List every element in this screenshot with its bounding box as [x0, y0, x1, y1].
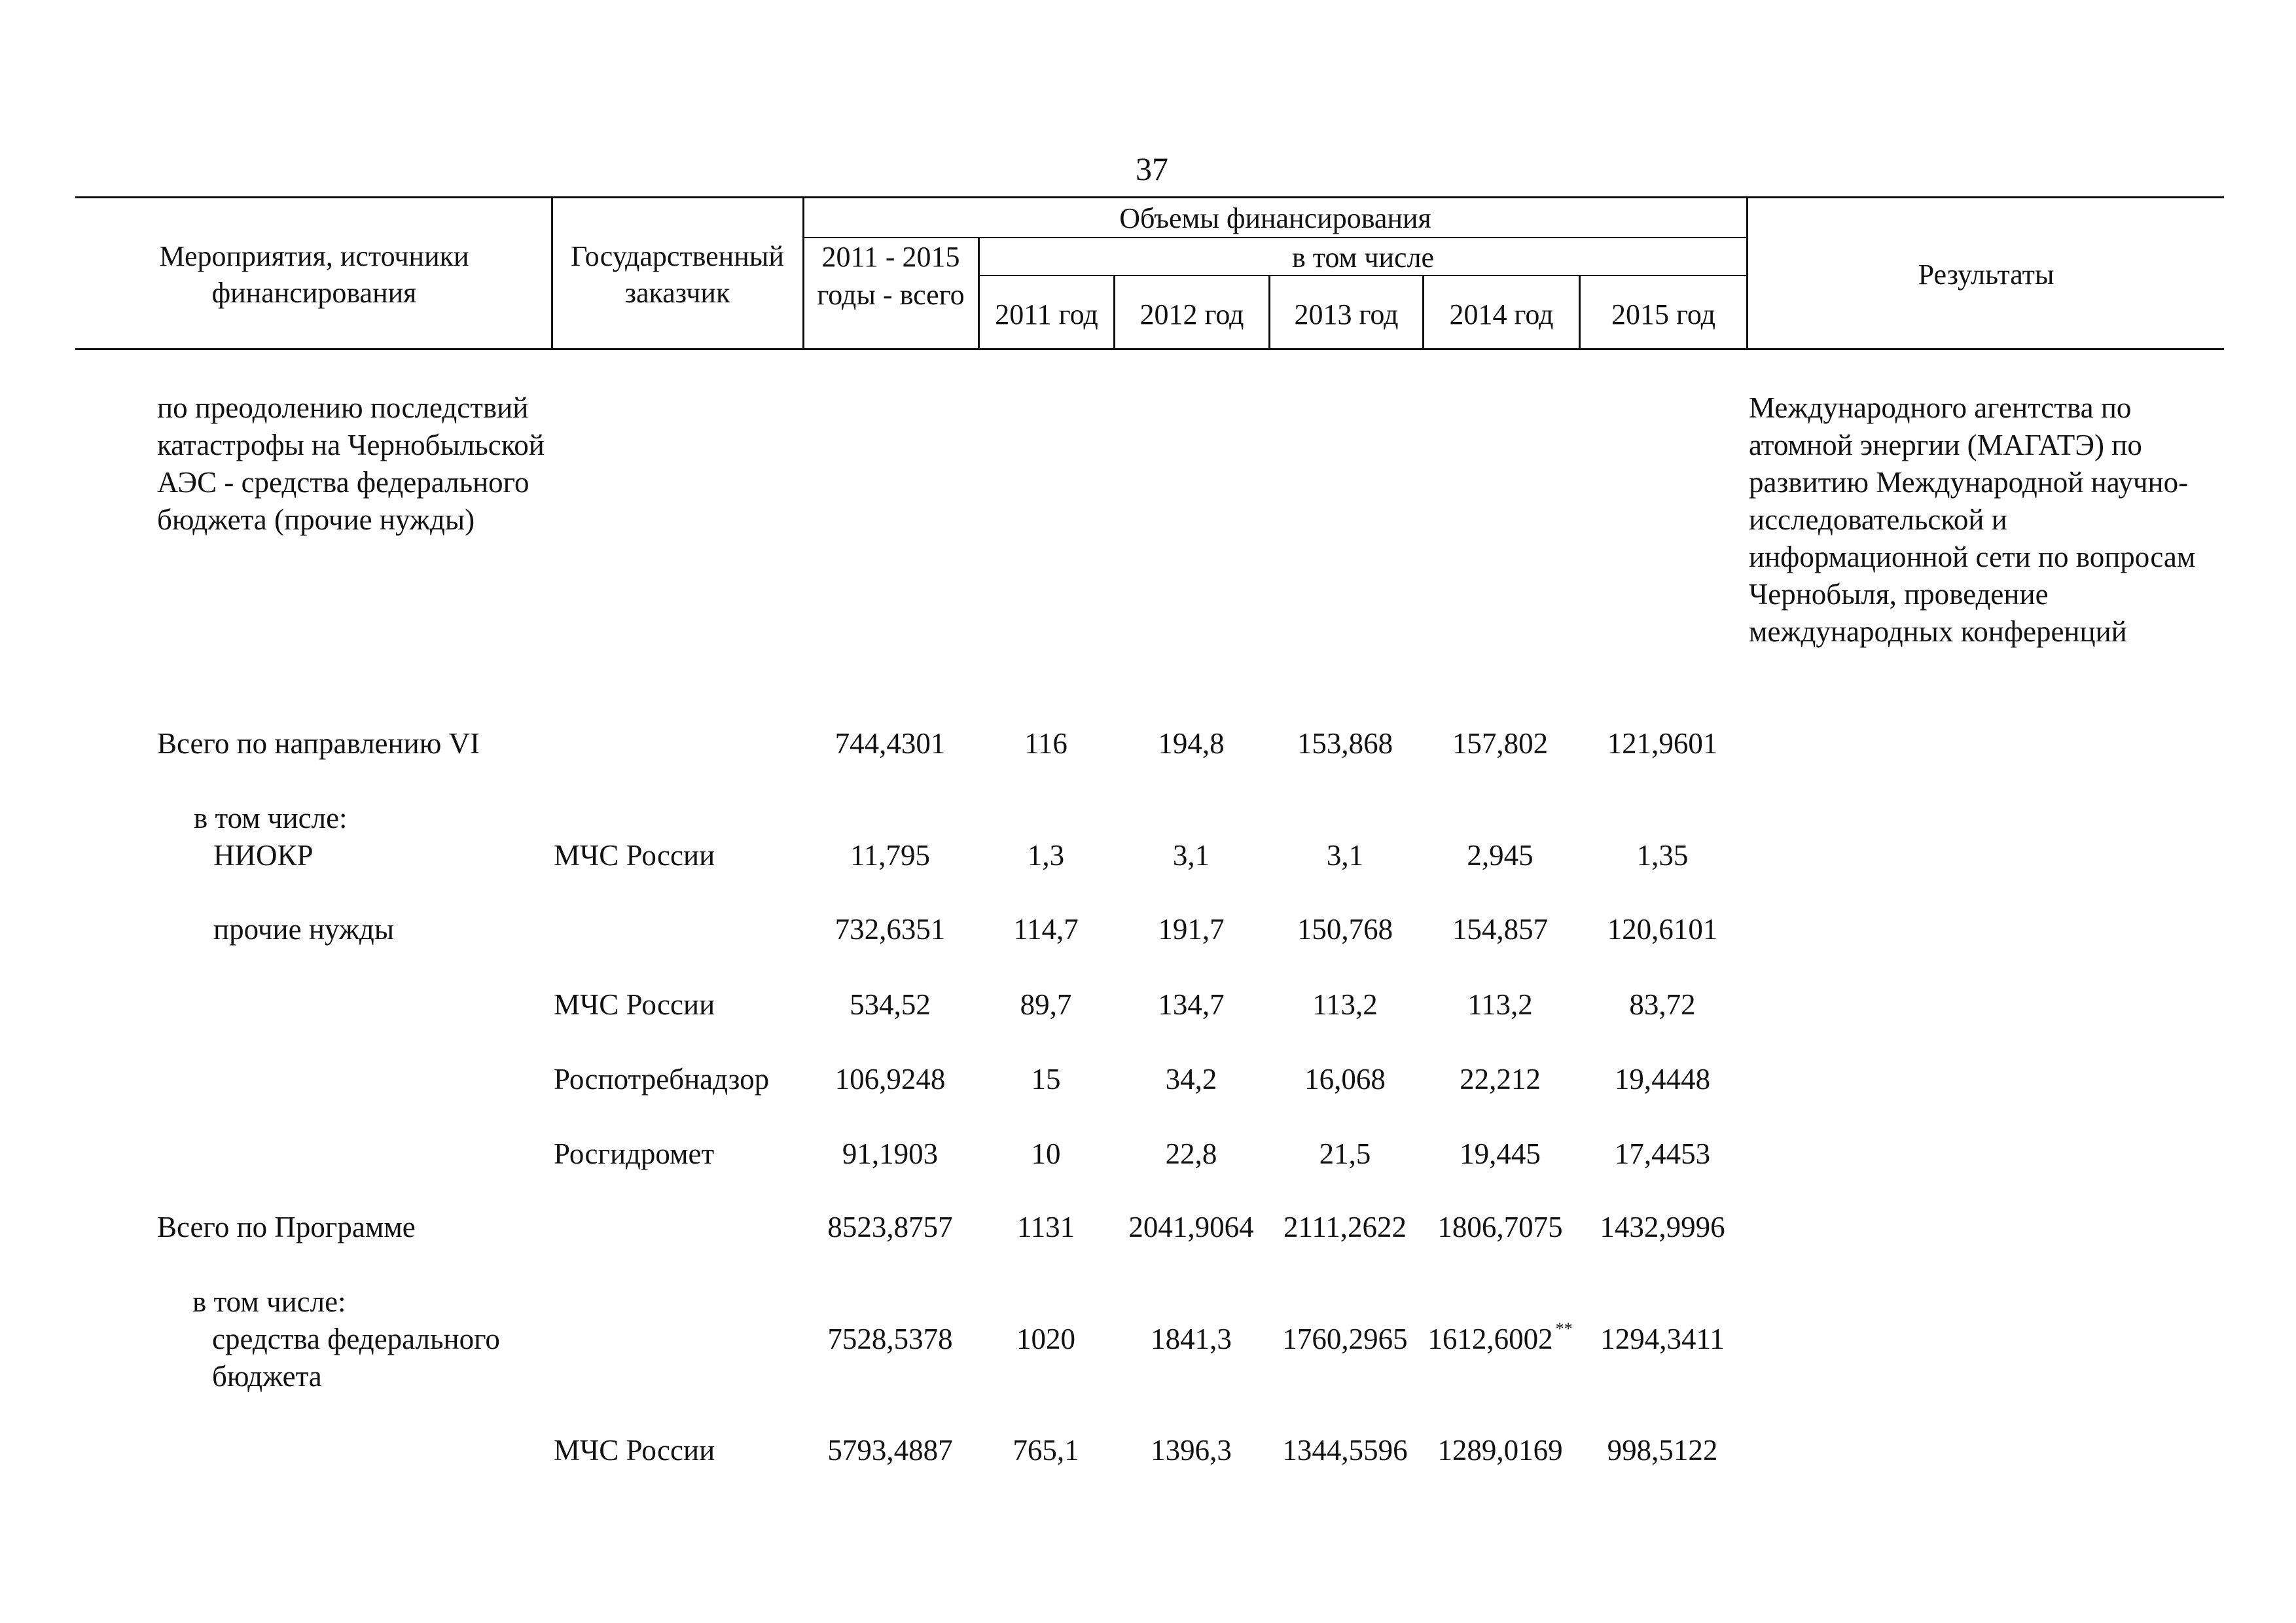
value-2014: 2,945	[1467, 839, 1534, 872]
value-2014-text: 1612,6002	[1427, 1323, 1553, 1355]
value-2013: 1760,2965	[1282, 1323, 1408, 1355]
header-funding-volumes: Объемы финансирования	[1119, 202, 1431, 234]
page-number: 37	[1136, 151, 1168, 187]
value-2014: 1289,0169	[1437, 1434, 1563, 1467]
value-total: 8523,8757	[827, 1211, 953, 1243]
value-2014: 19,445	[1460, 1137, 1541, 1170]
value-total: 732,6351	[834, 913, 946, 946]
value-2013: 150,768	[1297, 913, 1393, 946]
value-2014: 154,857	[1452, 913, 1549, 946]
header-top-rule	[75, 196, 2224, 198]
value-2013: 21,5	[1319, 1137, 1371, 1170]
header-year-2015: 2015 год	[1611, 298, 1716, 330]
row-customer: Роспотребнадзор	[554, 1063, 770, 1096]
value-2013: 3,1	[1326, 839, 1364, 872]
value-2011: 15	[1031, 1063, 1061, 1096]
value-2012: 1841,3	[1151, 1323, 1232, 1355]
continuation-results: Международного агентства по атомной энергии (МАГАТЭ) по развитию Международной научно-исследовательской и информационной сети по вопросам Чернобыля, проведение международных конференций	[1749, 391, 2196, 648]
header-bottom-rule	[75, 348, 2224, 350]
row-sublabel: средства федерального	[212, 1323, 500, 1355]
footnote-mark: **	[1555, 1319, 1573, 1338]
value-total: 534,52	[850, 988, 931, 1021]
value-total: 11,795	[850, 839, 931, 872]
value-2012: 34,2	[1165, 1063, 1217, 1096]
header-year-2011: 2011 год	[995, 298, 1098, 330]
header-results: Результаты	[1918, 259, 2054, 291]
value-2014: 22,212	[1460, 1063, 1541, 1096]
value-2013: 1344,5596	[1282, 1434, 1408, 1467]
row-customer: Росгидромет	[554, 1137, 715, 1170]
value-2014: 113,2	[1467, 988, 1533, 1021]
value-total: 7528,5378	[827, 1323, 953, 1355]
value-2012: 3,1	[1172, 839, 1210, 872]
value-2012: 191,7	[1158, 913, 1225, 946]
value-2015: 19,4448	[1614, 1063, 1711, 1096]
row-label: Всего по направлению VI	[157, 727, 480, 760]
value-2011: 1020	[1016, 1323, 1075, 1355]
value-2015: 998,5122	[1607, 1434, 1718, 1467]
value-2011: 1,3	[1027, 839, 1065, 872]
row-label: прочие нужды	[213, 913, 395, 946]
value-total: 106,9248	[834, 1063, 946, 1096]
value-2015: 1,35	[1636, 839, 1689, 872]
header-year-2012: 2012 год	[1139, 298, 1244, 330]
value-2015: 83,72	[1629, 988, 1696, 1021]
value-2015: 1432,9996	[1600, 1211, 1725, 1243]
header-including: в том числе	[1291, 241, 1435, 274]
value-2012: 1396,3	[1151, 1434, 1232, 1467]
value-2014: 157,802	[1452, 727, 1549, 760]
value-2015: 121,9601	[1607, 727, 1718, 760]
value-2013: 113,2	[1312, 988, 1378, 1021]
continuation-activity: по преодолению последствий катастрофы на Чернобыльской АЭС - средства федерального бюджета (прочие нужды)	[157, 391, 545, 536]
value-2012: 194,8	[1158, 727, 1225, 760]
header-year-2014: 2014 год	[1449, 298, 1554, 330]
row-sublabel-cont: бюджета	[212, 1360, 322, 1393]
row-customer: МЧС России	[554, 1434, 715, 1467]
row-label: в том числе:	[194, 802, 348, 834]
value-2012: 2041,9064	[1128, 1211, 1254, 1243]
row-customer: МЧС России	[554, 839, 715, 872]
value-2013: 153,868	[1297, 727, 1393, 760]
value-2011: 10	[1031, 1137, 1061, 1170]
value-2015: 120,6101	[1607, 913, 1718, 946]
header-activities: Мероприятия, источники финансирования	[159, 240, 469, 309]
value-2012: 134,7	[1158, 988, 1225, 1021]
value-2014	[1422, 1321, 1579, 1358]
value-2015: 1294,3411	[1600, 1323, 1725, 1355]
value-2012: 22,8	[1165, 1137, 1217, 1170]
header-total: 2011 - 2015 годы - всего	[817, 241, 965, 311]
header-year-2013: 2013 год	[1294, 298, 1399, 330]
value-2013: 16,068	[1304, 1063, 1386, 1096]
value-2013: 2111,2622	[1283, 1211, 1407, 1243]
row-customer: МЧС России	[554, 988, 715, 1021]
row-label: Всего по Программе	[157, 1211, 416, 1243]
value-2011: 765,1	[1013, 1434, 1079, 1467]
value-total: 5793,4887	[827, 1434, 953, 1467]
row-label: в том числе:	[192, 1285, 346, 1318]
value-total: 91,1903	[842, 1137, 939, 1170]
value-2015: 17,4453	[1614, 1137, 1711, 1170]
value-2011: 116	[1024, 727, 1067, 760]
value-2014: 1806,7075	[1437, 1211, 1563, 1243]
value-total: 744,4301	[834, 727, 946, 760]
header-customer: Государственный заказчик	[571, 240, 784, 309]
value-2011: 89,7	[1020, 988, 1072, 1021]
row-sublabel: НИОКР	[213, 839, 314, 872]
value-2011: 114,7	[1013, 913, 1079, 946]
value-2011: 1131	[1016, 1211, 1075, 1243]
